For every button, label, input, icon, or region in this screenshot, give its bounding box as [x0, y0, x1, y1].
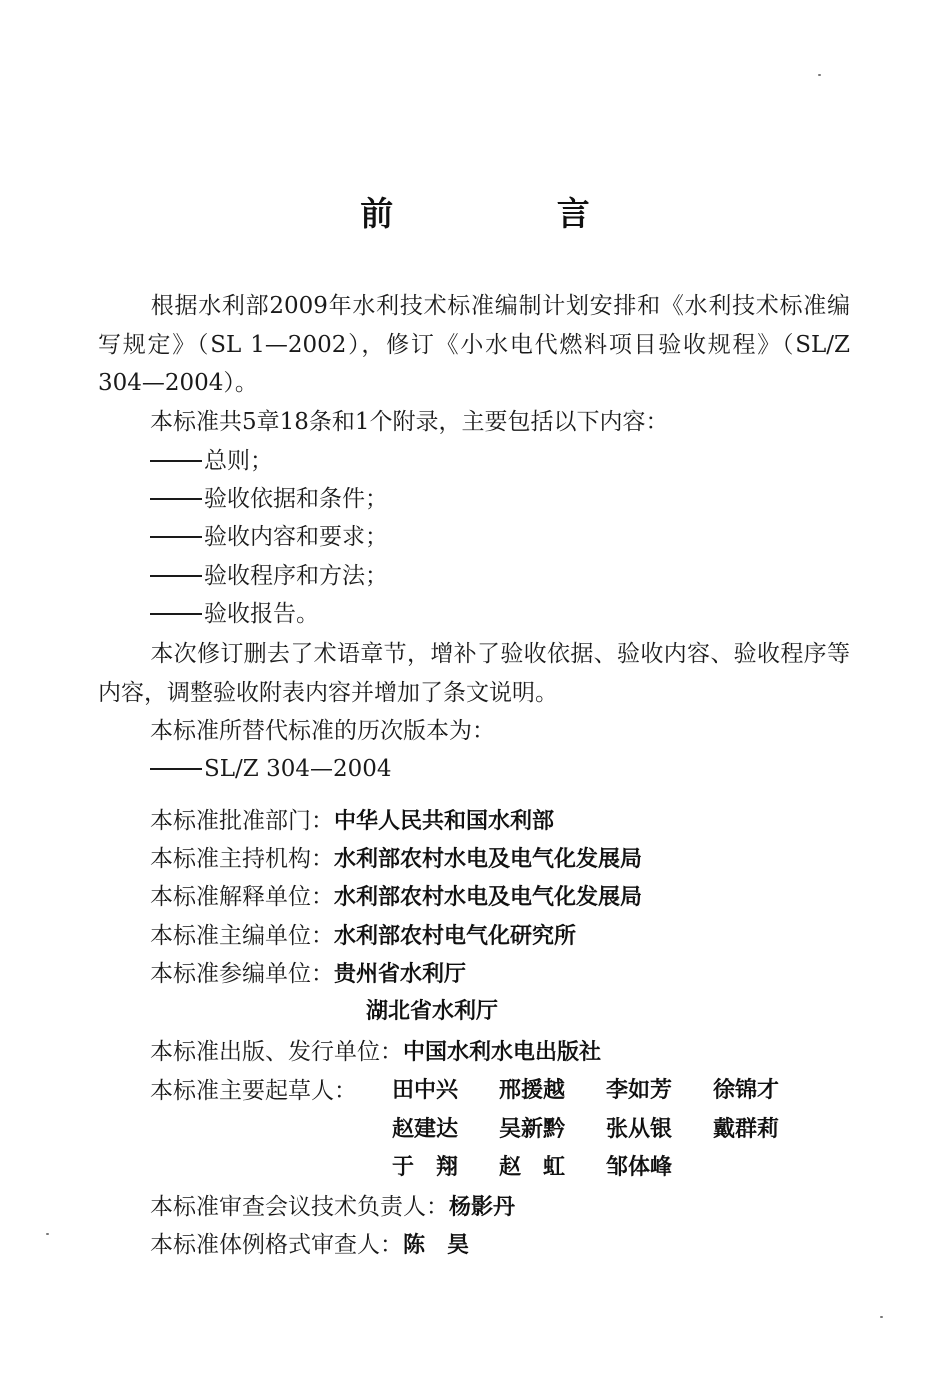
interpreter-value: 水利部农村水电及电气化发展局 — [334, 885, 643, 910]
dash-mark — [150, 575, 202, 577]
content-item: 验收依据和条件； — [150, 484, 388, 514]
dash-mark — [150, 498, 202, 500]
intro-paragraph — [98, 287, 850, 403]
drafter-name: 田中兴 — [392, 1078, 459, 1103]
host-value: 水利部农村水电及电气化发展局 — [334, 847, 643, 872]
chief-value: 水利部农村电气化研究所 — [334, 924, 577, 949]
content-item: 验收内容和要求； — [150, 522, 388, 552]
drafter-name: 吴新黔 — [499, 1117, 566, 1142]
replaced-version: SL/Z 304—2004 — [150, 754, 392, 784]
dash-mark — [150, 460, 202, 462]
drafter-name: 李如芳 — [606, 1078, 673, 1103]
content-item: 验收程序和方法； — [150, 561, 388, 591]
publisher-value: 中国水利水电出版社 — [403, 1040, 602, 1065]
chief-row: 本标准主编单位：水利部农村电气化研究所 — [150, 923, 577, 949]
content-item: 总则； — [150, 446, 273, 476]
dash-mark — [150, 536, 202, 538]
content-item: 验收报告。 — [150, 599, 319, 629]
drafter-name: 赵建达 — [392, 1117, 459, 1142]
participant-value: 湖北省水利厅 — [366, 999, 499, 1024]
drafters-label: 本标准主要起草人： — [150, 1078, 357, 1104]
host-row: 本标准主持机构：水利部农村水电及电气化发展局 — [150, 846, 643, 872]
drafter-name: 戴群莉 — [713, 1117, 780, 1142]
reviewer-value: 杨影丹 — [449, 1195, 516, 1220]
revision-text: 本次修订删去了术语章节，增补了验收依据、验收内容、验收程序等内容，调整验收附表内容并增加了条文说明。 — [98, 641, 850, 706]
scope-text: 本标准共5章18条和1个附录，主要包括以下内容： — [150, 409, 669, 435]
scan-speck — [46, 1233, 49, 1235]
reviewer-row: 本标准审查会议技术负责人：杨影丹 — [150, 1194, 516, 1220]
format-value: 陈 昊 — [403, 1233, 470, 1258]
format-row: 本标准体例格式审查人：陈 昊 — [150, 1232, 470, 1258]
intro-text: 根据水利部2009年水利技术标准编制计划安排和《水利技术标准编写规定》（SL 1—2002），修订《小水电代燃料项目验收规程》（SL/Z 304—2004）。 — [98, 293, 850, 396]
drafter-name: 于 翔 — [392, 1155, 459, 1180]
scan-speck — [818, 74, 821, 76]
drafter-name: 邹体峰 — [606, 1155, 673, 1180]
replaced-intro: 本标准所替代标准的历次版本为： — [150, 718, 495, 744]
scan-speck — [880, 1316, 883, 1318]
scope-paragraph — [98, 403, 850, 442]
participant-value: 贵州省水利厅 — [334, 962, 467, 987]
drafter-name: 赵 虹 — [499, 1155, 566, 1180]
drafter-name: 张从银 — [606, 1117, 673, 1142]
page-title: 前 言 — [360, 194, 666, 233]
interpreter-row: 本标准解释单位：水利部农村水电及电气化发展局 — [150, 884, 643, 910]
revision-paragraph — [98, 635, 850, 712]
approver-row: 本标准批准部门：中华人民共和国水利部 — [150, 808, 555, 834]
drafter-name: 徐锦才 — [713, 1078, 780, 1103]
participants-row: 本标准参编单位：贵州省水利厅 — [150, 961, 467, 987]
approver-value: 中华人民共和国水利部 — [334, 809, 555, 834]
publisher-row: 本标准出版、发行单位：中国水利水电出版社 — [150, 1039, 602, 1065]
dash-mark — [150, 768, 202, 770]
drafter-name: 邢援越 — [499, 1078, 566, 1103]
dash-mark — [150, 613, 202, 615]
